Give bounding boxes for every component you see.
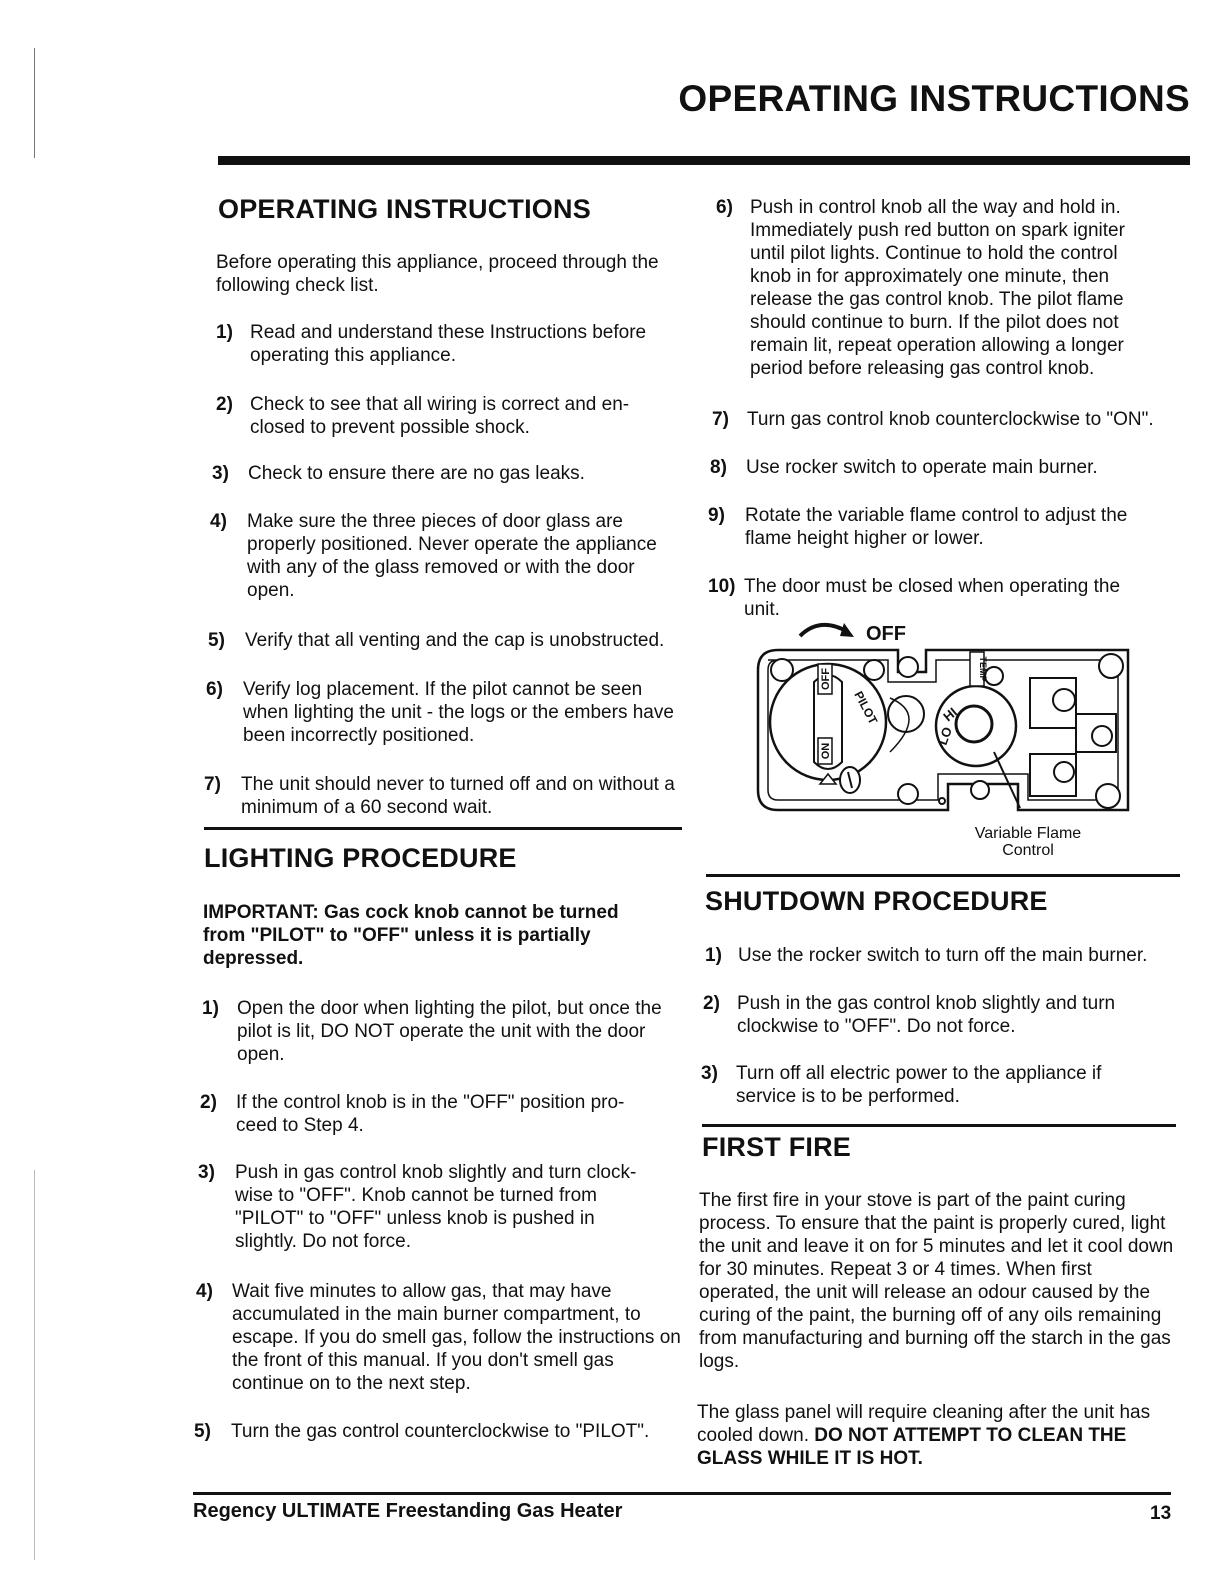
item-text: Use the rocker switch to turn off the main burner. (738, 945, 1148, 966)
port-icon (1054, 762, 1074, 782)
lighting-item-5 (194, 1420, 684, 1443)
lighting-item-2 (200, 1091, 650, 1137)
item-number: 2) (703, 993, 720, 1014)
item-number: 4) (196, 1281, 213, 1302)
flame-control-dial (956, 706, 992, 742)
item-text: Check to see that all wiring is correct and en- closed to prevent possible shock. (250, 394, 630, 438)
lighting-item-1 (202, 997, 662, 1066)
variable-flame-caption (958, 825, 1098, 859)
item-text: Turn gas control knob counterclockwise to "ON". (747, 409, 1154, 430)
shutdown-item-3 (701, 1062, 1151, 1108)
item-text: Make sure the three pieces of door glass are properly positioned. Never operate the appliance with any of the glass removed or with the door open. (247, 511, 657, 601)
flame-lo-label: LO (934, 724, 955, 748)
flame-hi-label: HI (940, 704, 960, 725)
scan-margin-line (34, 48, 35, 158)
screw-icon (1096, 784, 1120, 808)
caption-line-2: Control (1002, 842, 1054, 859)
item-number: 9) (708, 505, 725, 526)
item-text: Verify that all venting and the cap is unobstructed. (245, 630, 665, 651)
temp-label: TEMP (978, 656, 988, 682)
shutdown-procedure-title: SHUTDOWN PROCEDURE (705, 886, 1048, 916)
item-number: 8) (710, 457, 727, 478)
knob-on-label: ON (820, 742, 832, 760)
gas-valve-diagram (748, 612, 1134, 820)
item-text: Open the door when lighting the pilot, but once the pilot is lit, DO NOT operate the unit with the door open. (237, 998, 662, 1065)
item-number: 4) (210, 511, 227, 532)
item-text: Push in gas control knob slightly and turn clock- wise to "OFF". Knob cannot be turned from "PILOT" to "OFF" unless knob is pushed in slightly. Do not force. (235, 1162, 637, 1252)
port-icon (1092, 726, 1112, 746)
operating-item-6 (206, 678, 676, 747)
item-number: 3) (198, 1162, 215, 1183)
glass-cleaning-warning: DO NOT ATTEMPT TO CLEAN THE GLASS WHILE IT IS HOT. (697, 1425, 1127, 1469)
lighting-item-3 (198, 1161, 658, 1253)
operating-item-3 (212, 462, 682, 485)
glass-cleaning-paragraph (697, 1401, 1175, 1470)
item-number: 5) (194, 1421, 211, 1442)
off-arrow-label: OFF (866, 623, 906, 645)
lighting-item-9 (708, 504, 1168, 550)
item-number: 3) (212, 463, 229, 484)
item-number: 6) (206, 679, 223, 700)
operating-instructions-title: OPERATING INSTRUCTIONS (218, 194, 591, 224)
item-text: Read and understand these Instructions before operating this appliance. (250, 322, 647, 366)
operating-intro: Before operating this appliance, proceed through the following check list. (216, 252, 659, 296)
lighting-rule (204, 827, 682, 830)
operating-item-5 (208, 629, 688, 652)
lighting-item-7 (712, 408, 1182, 431)
caption-line-1: Variable Flame (974, 825, 1082, 842)
item-number: 5) (208, 630, 225, 651)
header-rule (218, 156, 1190, 165)
first-fire-rule (702, 1124, 1176, 1127)
footer-title: Regency ULTIMATE Freestanding Gas Heater (193, 1500, 623, 1522)
operating-item-1 (216, 321, 686, 367)
screw-icon (939, 798, 945, 804)
first-fire-title: FIRST FIRE (702, 1132, 851, 1162)
item-text: Wait five minutes to allow gas, that may have accumulated in the main burner compartment, to escape. If you do smell gas, follow the instructions on the front of this manual. If you don't smell gas continue on to the next step. (232, 1281, 681, 1394)
operating-item-2 (216, 393, 656, 439)
screw-icon (1099, 654, 1123, 678)
lighting-item-8 (710, 456, 1170, 479)
off-arrowhead-icon (840, 623, 854, 637)
shutdown-rule (706, 874, 1180, 877)
screw-icon (971, 781, 989, 799)
shutdown-item-1 (705, 944, 1175, 967)
glass-cleaning-text: The glass panel will require cleaning after the unit has cooled down. (697, 1402, 1151, 1446)
item-text: Check to ensure there are no gas leaks. (248, 463, 585, 484)
port-icon (1053, 689, 1075, 711)
item-number: 1) (202, 998, 219, 1019)
first-fire-paragraph: The first fire in your stove is part of the paint curing process. To ensure that the paint is properly cured, light the unit and leave it on for 5 minutes and let it cool down for 30 minutes. Repeat 3 or 4 times. When first operated, the unit will release an odour caused by the curing of the paint, the burning off of any oils remaining from manufacturing and burning off the starch in the gas logs. (699, 1190, 1174, 1372)
screw-icon (898, 784, 918, 804)
shutdown-item-2 (703, 992, 1153, 1038)
lighting-important-note: IMPORTANT: Gas cock knob cannot be turned from "PILOT" to "OFF" unless it is partially depressed. (203, 902, 619, 969)
item-number: 2) (216, 394, 233, 415)
page-header-title: OPERATING INSTRUCTIONS (678, 78, 1190, 119)
item-text: The unit should never to turned off and on without a minimum of a 60 second wait. (241, 774, 675, 818)
operating-item-4 (210, 510, 682, 602)
valve-opening (888, 696, 924, 732)
lighting-item-6 (716, 196, 1156, 380)
lighting-procedure-title: LIGHTING PROCEDURE (204, 843, 517, 873)
screw-icon (898, 657, 918, 677)
page-number: 13 (1150, 1503, 1172, 1524)
item-number: 7) (712, 409, 729, 430)
item-number: 2) (200, 1092, 217, 1113)
item-text: Push in control knob all the way and hold in. Immediately push red button on spark igniter until pilot lights. Continue to hold the control knob in for approximately one minute, then release the gas control knob. The pilot flame should continue to burn. If the pilot does not remain lit, repeat operation allowing a longer period before releasing gas control knob. (750, 197, 1125, 379)
item-text: Turn the gas control counterclockwise to "PILOT". (231, 1421, 650, 1442)
item-text: Verify log placement. If the pilot cannot be seen when lighting the unit - the logs or the embers have been incorrectly positioned. (243, 679, 674, 746)
item-number: 6) (716, 197, 733, 218)
item-text: Rotate the variable flame control to adjust the flame height higher or lower. (745, 505, 1128, 549)
knob-off-label: OFF (820, 668, 832, 690)
item-text: If the control knob is in the "OFF" position pro- ceed to Step 4. (236, 1092, 625, 1136)
item-number: 1) (705, 945, 722, 966)
footer-rule (193, 1492, 1171, 1495)
operating-item-7 (204, 773, 684, 819)
item-number: 1) (216, 322, 233, 343)
scan-margin-line (34, 1170, 35, 1560)
item-number: 10) (708, 576, 736, 597)
item-number: 7) (204, 774, 221, 795)
item-text-content: The door must be closed when operating the unit. (744, 576, 1121, 620)
item-text: Use rocker switch to operate main burner. (746, 457, 1098, 478)
lighting-item-4 (196, 1280, 682, 1395)
knob-pilot-label: PILOT (851, 688, 881, 727)
screw-icon (864, 660, 884, 680)
item-text: Turn off all electric power to the appliance if service is to be performed. (736, 1063, 1102, 1107)
item-number: 3) (701, 1063, 718, 1084)
item-text: Push in the gas control knob slightly and turn clockwise to "OFF". Do not force. (737, 993, 1116, 1037)
